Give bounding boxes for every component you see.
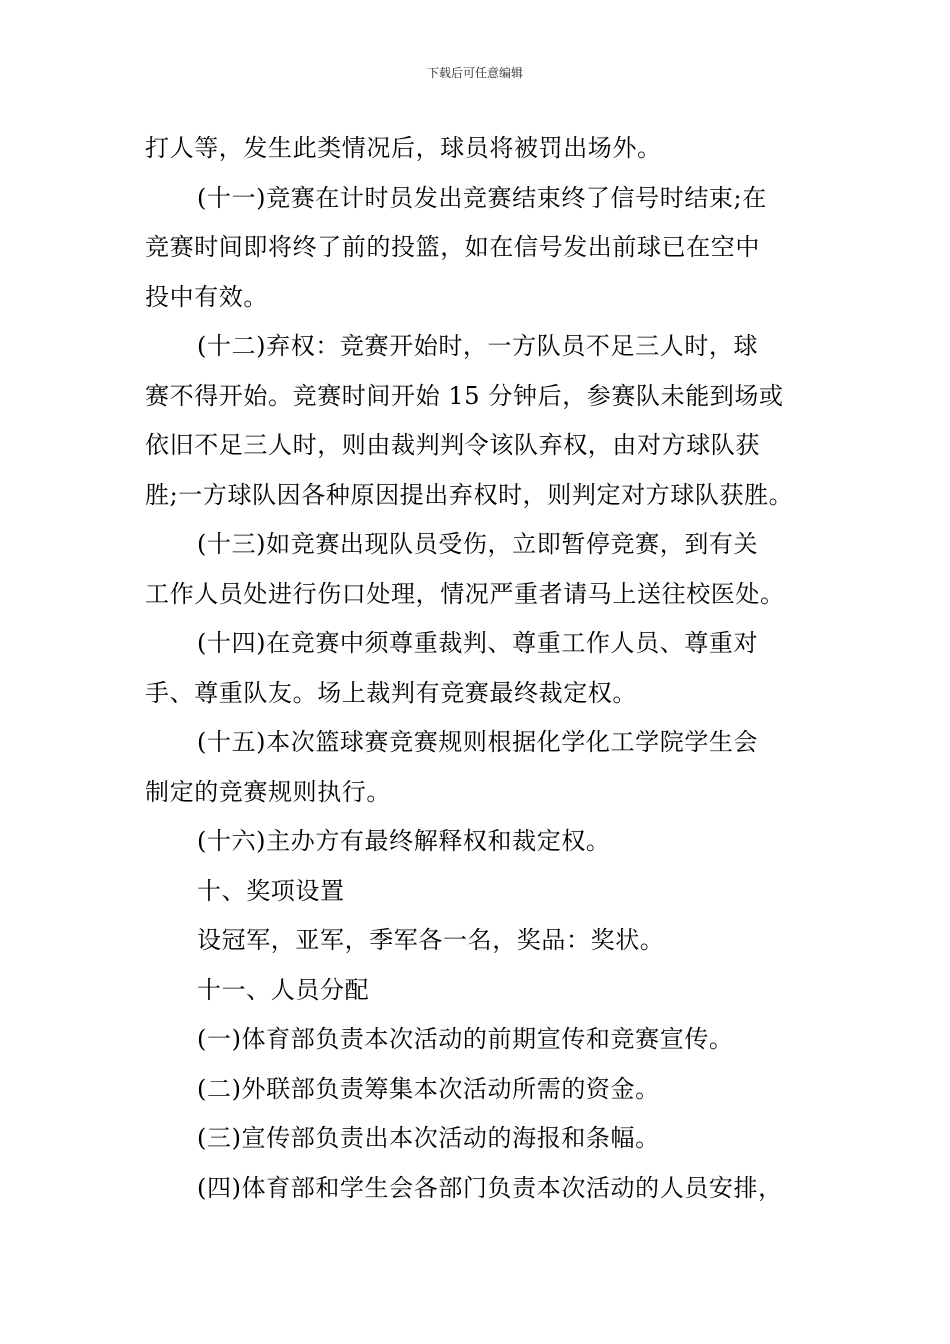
text-line: (十三)如竞赛出现队员受伤，立即暂停竞赛，到有关: [197, 530, 759, 558]
text-line: (二)外联部负责筹集本次活动所需的资金。: [197, 1074, 660, 1103]
text-line: 手、尊重队友。场上裁判有竞赛最终裁定权。: [145, 678, 637, 707]
text-line: 十一、人员分配: [197, 975, 370, 1004]
text-line: 制定的竞赛规则执行。: [145, 777, 391, 806]
text-line: 设冠军，亚军，季军各一名，奖品：奖状。: [197, 926, 665, 954]
text-line: 工作人员处进行伤口处理，情况严重者请马上送往校医处。: [145, 579, 785, 608]
text-line: 赛不得开始。竞赛时间开始 15 分钟后，参赛队未能到场或: [145, 381, 784, 410]
text-line: (十二)弃权：竞赛开始时，一方队员不足三人时，球: [197, 332, 759, 360]
text-line: 投中有效。: [145, 282, 268, 311]
page-header: 下载后可任意编辑: [426, 66, 523, 80]
text-line: 竞赛时间即将终了前的投篮，如在信号发出前球已在空中: [145, 233, 760, 261]
text-line: 十、奖项设置: [197, 876, 345, 905]
text-line: (十一)竞赛在计时员发出竞赛结束终了信号时结束;在: [197, 183, 767, 212]
text-line: (十四)在竞赛中须尊重裁判、尊重工作人员、尊重对: [197, 629, 759, 657]
text-line: (一)体育部负责本次活动的前期宣传和竞赛宣传。: [197, 1025, 734, 1053]
text-line: (三)宣传部负责出本次活动的海报和条幅。: [197, 1124, 660, 1152]
text-line: 依旧不足三人时，则由裁判判令该队弃权，由对方球队获: [145, 431, 760, 459]
document-body: [145, 124, 825, 1213]
text-line: 打人等，发生此类情况后，球员将被罚出场外。: [145, 134, 662, 162]
text-line: (十六)主办方有最终解释权和裁定权。: [197, 827, 611, 855]
text-line: 胜;一方球队因各种原因提出弃权时，则判定对方球队获胜。: [145, 480, 794, 509]
text-line: (十五)本次篮球赛竞赛规则根据化学化工学院学生会: [197, 728, 759, 756]
text-line: (四)体育部和学生会各部门负责本次活动的人员安排，: [197, 1173, 783, 1202]
